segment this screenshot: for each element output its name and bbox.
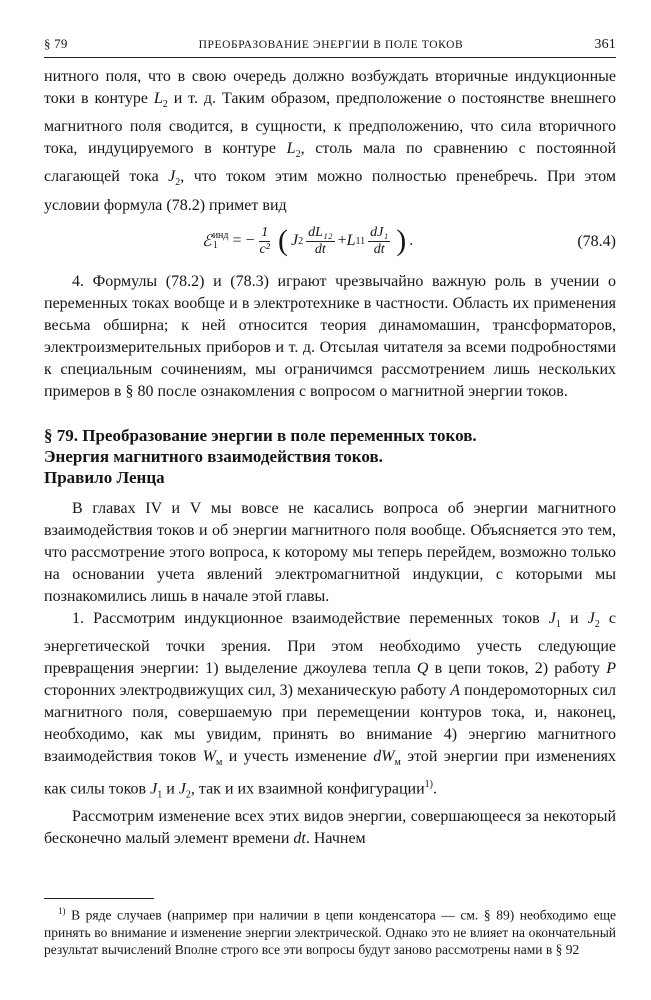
page [44, 36, 616, 850]
footnote-rule [44, 898, 154, 899]
continued-paragraph: нитного поля, что в свою очередь должно возбуждать вторичные индукционные токи в контуре $L_2$ и т. д. Таким образом, предположение о постоянстве внешнего магнитного поля сводится, в сущности, к предположению, что сила вторичного тока, индуцируемого в контуре $L_2$, столь мала по сравнению с постоянной слагающей тока $J_2$, что током этим можно полностью пренебречь. При этом условии формула (78.2) примет вид [44, 68, 617, 214]
equation-78-4 [44, 219, 616, 267]
fraction-dJ1-dt: $\frac{\text{dJ₁}}{dt}$ [370, 224, 389, 257]
section-heading [44, 425, 616, 488]
header-title: ПРЕОБРАЗОВАНИЕ ЭНЕРГИИ В ПОЛЕ ТОКОВ [198, 39, 464, 51]
main-text [44, 66, 616, 217]
header-section-number: § 79 [44, 36, 68, 51]
equation-number: (78.4) [577, 232, 616, 250]
section-heading-line-1: § 79. Преобразование энергии в поле переменных токов. [44, 425, 477, 445]
paragraph-1: 1. Рассмотрим индукционное взаимодействие переменных токов $J_1$ и $J_2$ с энергетической точки зрения. При этом необходимо учесть следующие превращения энергии: 1) выделение джоулева тепла Q в цепи токов, 2) работу P сторонних электродвижущих сил, 3) механическую работу A пондеромоторных сил магнитного поля, совершаемую при перемещении контуров тока, и, наконец, необходимо, как мы увидим, принять во внимание 4) энергию магнитного взаимодействия токов $W_м$ и учесть изменение $dW_м$ этой энергии при изменениях как силы токов $J_1$ и $J_2$, так и их взаимной конфигурации$^{1)}$. [44, 609, 617, 801]
fraction-1-over-c2: $\frac{1}{\text{c²}}$ [259, 224, 270, 257]
formula: ℰ инд 1 = − $\frac{1}{\text{c²}}$ ( J 2 $\frac{\text{dL₁₂}}{dt}$ + L 11 $\frac{\text{dJ₁}}{dt}$ ) . [202, 224, 414, 258]
section-heading-line-2: Энергия магнитного взаимодействия токов. [44, 446, 383, 466]
paragraph-4: 4. Формулы (78.2) и (78.3) играют чрезвычайно важную роль в учении о переменных токах вообще и в электротехнике в частности. Область их применения весьма обширна; к ней относится теория динамомашин, трансформаторов, электроизмерительных приборов и т. д. Отсылая читателя за всеми подробностями к специальным сочинениям, мы ограничимся рассмотрением лишь нескольких примеров в § 80 после ознакомления с вопросом о магнитной энергии токов. [44, 272, 616, 400]
footnote-reference[interactable]: 1) [424, 778, 434, 790]
fraction-dL12-dt: $\frac{\text{dL₁₂}}{dt}$ [308, 224, 333, 257]
running-head [44, 36, 616, 58]
footnotes [44, 898, 616, 958]
footnote-1: $^{1)}$ В ряде случаев (например при наличии в цепи конденсатора — см. § 89) необходимо еще принять во внимание и изменение энергии электрической. Однако это не влияет на окончательный результат вычислений Вполне строго все эти вопросы будут заново рассмотрены нами в § 92 [44, 906, 616, 957]
intro-paragraph: В главах IV и V мы вовсе не касались вопроса об энергии магнитного взаимодействия токов и об энергии магнитного поля вообще. Объясняется это тем, что рассмотрение этого вопроса, к которому мы теперь перейдем, возможно только на основании учета явлений электромагнитной индукции, с которыми мы познакомились лишь в начале этой главы. [44, 499, 616, 605]
section-heading-line-3: Правило Ленца [44, 467, 165, 487]
page-number: 361 [594, 37, 616, 52]
paragraph-last: Рассмотрим изменение всех этих видов энергии, совершающееся за некоторый бесконечно малый элемент времени dt. Начнем [44, 808, 616, 848]
